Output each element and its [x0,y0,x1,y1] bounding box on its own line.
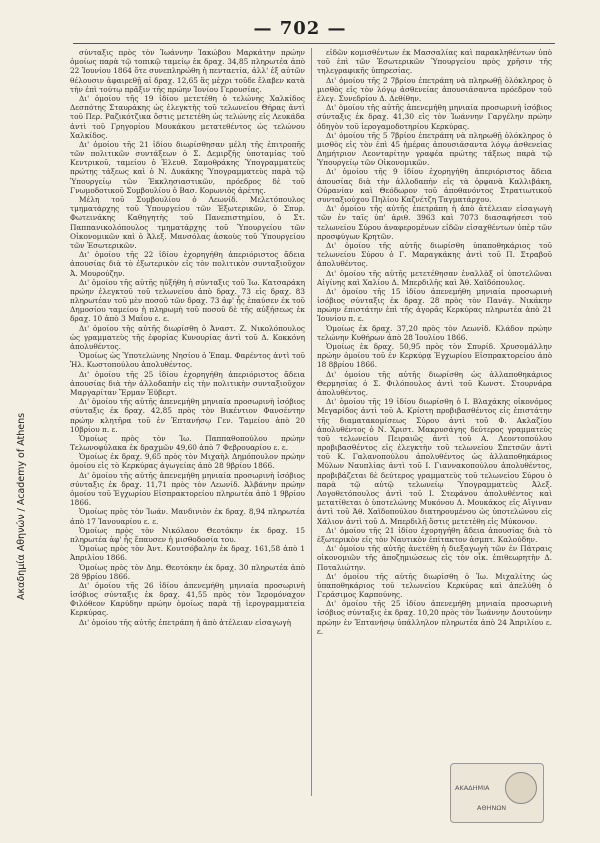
paragraph: Δι' ὁμοίου τῆς αὐτῆς μετετέθησαν ἐναλλὰξ οἱ ὑποτελῶναι Αἰγίνης καὶ Χαλίου Δ. Μπερδιλῆς καὶ Ἀθ. Χαϊδόπουλος. [317,268,552,287]
paragraph: Δι' ὁμοίου τῆς 2 7βρίου ἐπετράπη νὰ πληρωθῇ ὁλόκληρος ὁ μισθὸς εἰς τὸν λόγῳ ἀσθενείας ἀπουσιάσαντα πρόεδρον τοῦ ἐλεγ. Συνεδρίου Δ. Δεθίθην. [317,75,552,103]
paragraph: Ὁμοίως πρὸς τὸν Ἰωάν. Μανδινιὸν ἐκ δραχ. 8,94 πληρωτέα ἀπὸ 17 Ἰανουαρίου ε. ε. [70,507,305,526]
paragraph: Δι' ὁμοίου τῆς αὐτῆς ἐπετράπη ἡ ἀπὸ ἀτέλειαν εἰσαγωγὴ [79,617,291,627]
paragraph: Ὁμοίως ἐκ δραχ. 37,20 πρὸς τὸν Λεωνίδ. Κλάδον πρώην τελώνην Κυθήρων ἀπὸ 28 Ἰουλίου 1866. [317,323,552,342]
paragraph: Ὁμοίως ἐκ δραχ. 9,65 πρὸς τὸν Μιχαὴλ Δημόπουλον πρώην ὁμοίου εἰς τὸ Κερκύρας ἀγωγείας ἀπὸ 28 9βρίου 1866. [70,452,305,471]
paragraph: Δι' ὁμοίου τῆς αὐτῆς ηὐξήθη ἡ σύνταξις τοῦ Ἰω. Κατσαράκη πρώην ἐλεγκτοῦ τοῦ τελωνείου ἀπὸ δραχ. 73 εἰς δραχ. 83 πληρωτέαν τοῦ μὲν ποσοῦ τῶν δραχ. 73 ἀφ' ἧς ἐπαύσεν ἐκ τοῦ Δημοσίου ταμείου ἡ πληρωμὴ τοῦ ποσοῦ δὲ τῆς αὐξήσεως ἐκ δραχ. 10 ἀπὸ 3 Μαΐου ε. ε. [70,277,305,324]
paragraph: Δι' ὁμοίου τῆς 25 ἰδίου ἀπενεμήθη μηνιαία προσωρινὴ ἰσόβιος σύνταξις ἐκ δραχ. 10,20 πρὸς τὸν Ἰωάννην Δουτούνην πρώην ἐν Ἐπτανήσῳ ὑπάλληλον πληρωτέα ἀπὸ 24 Ἀπριλίου ε. ε. [317,599,552,636]
paragraph: Δι' ὁμοίου τῆς 19 ἰδίου μετετέθη ὁ τελώνης Χαλκίδος Δεσπότης Σταυράκης ὡς ἐλεγκτὴς τοῦ τελωνείου Θήρας ἀντὶ τοῦ Περ. Ραζικότζικα ὅστις μετετέθη ὡς τελώνης εἰς Λευκάδα ἀντὶ τοῦ Γρηγορίου Μουκάκου μετατεθέντος ὡς τελώνου Χαλκίδος. [70,93,305,140]
paragraph: Δι' ὁμοίου τῆς αὐτῆς ἀνετέθη ἡ διεξαγωγὴ τῶν ἐν Πάτραις οἰκονομιῶν τῆς ἀποζημιώσεως εἰς τὸν οἶκ. ἐπιθεωρητὴν Δ. Ποταλιώτην. [317,544,552,572]
paragraph: Δι' ὁμοίου τῆς αὐτῆς ἀπενεμήθη μηνιαία προσωρινὴ ἰσόβιος σύνταξις ἐκ δραχ. 11,71 πρὸς τὸν Λεωνίδ. Ἀλβάνην πρώην ὁμοίου τοῦ Ἐγχωρίου Εἰσπρακτορείου πληρωτέα ἀπὸ 1 9βρίου 1866. [70,470,305,508]
paragraph: Μέλη τοῦ Συμβουλίου ὁ Λεωνίδ. Μελετόπουλος τμηματάρχης τοῦ Ὑπουργείου τῶν Ἐξωτερικῶν, ὁ Σπυρ. Φωτεινάκης Καθηγητὴς τοῦ Πανεπιστημίου, ὁ Στ. Παππανικολόπουλος τμηματάρχης τοῦ Ὑπουργείου τῶν Οἰκονομικῶν καὶ ὁ Ἀλεξ. Μανσόλας ἀσκοὺς τοῦ Ὑπουργείου τῶν Ἐσωτερικῶν. [70,195,305,250]
paragraph: σύνταξις πρὸς τὸν Ἰωάννην Ἰακώβου Μαρκάτην πρώην ὁμοίως παρὰ τῷ τοπικῷ ταμείῳ ἐκ δραχ. 34,85 πληρωτέα ἀπὸ 22 Ἰουνίου 1864 ὅτε συνεπληρώθη ἡ πενταετία, ἀλλ' ἐξ αὐτῶν θέλουσιν ἀφαιρεθῇ αἱ δραχ. 12,65 ἃς μέχρι τοῦδε ἔλαβεν κατὰ τὴν ἐπὶ τούτῳ πρᾶξιν τῆς πρώην Ἰονίου Γερουσίας. [70,48,305,94]
paragraph: Δι' ὁμοίου τῆς 9 ἰδίου ἐχορηγήθη ἀπεριόριστος ἄδεια ἀπουσίας διὰ τὴν ἀλλοδαπὴν εἰς τὰ ὀρφανὰ Καλλιβάκη, Οὐρανίαν καὶ Θεόδωρον τοῦ ἀποθανόντος Στρατιωτικοῦ συνταξιούχου Πηλίου Καζνέτζη Ταγματάρχου. [317,167,552,204]
paragraph: Δι' ὁμοίου τῆς αὐτῆς διωρίσθη ὁ Ἀναστ. Ζ. Νικολόπουλος ὡς γραμματεὺς τῆς ἐφορίας Κυνουρίας ἀντὶ τοῦ Δ. Κοκκόνη ἀπολυθέντος. [70,323,305,351]
paragraph: Ὁμοίως ὡς Ὑποτελώνης Νησίου ὁ Ἐπαμ. Φαρέντος ἀντὶ τοῦ Ἠλ. Κωστοπούλου ἀπολυθέντος. [70,351,305,370]
archive-side-label [2,40,27,600]
paragraph: Δι' ὁμοίου τῆς αὐτῆς ἀπενεμήθη μηνιαία προσωρινὴ ἰσόβιος σύνταξις ἐκ δραχ. 41,30 εἰς τὸν Ἰωάννην Γαργέλην πρώην ὁδηγὸν τοῦ ἱερογαμοδοτηρίου Κερκύρας. [317,103,552,131]
stamp-text-line2: ΑΘΗΝΩΝ [477,804,507,812]
paragraph: Δι' ὁμοίου τῆς αὐτῆς διωρίσθη ὁ Ἰω. Μιχαλίτης ὡς ὑπαποθηκάριος τοῦ τελωνείου Κερκύρας καὶ ἀπελύθη ὁ Γεράσιμος Καρπούνης. [317,571,552,600]
paragraph: Ὁμοίως πρὸς τὸν Νικόλαον Θεοτόκην ἐκ δραχ. 15 πληρωτέα ἀφ' ἧς ἔπαυσεν ἡ μισθοδοσία του. [70,525,305,544]
right-column [317,48,552,636]
archive-label-text: Ακαδημία Αθηνών / Academy of Athens [16,412,27,600]
athena-emblem-icon [505,772,537,804]
paragraph: Δι' ὁμοίου τῆς 5 7βρίου ἐπετράπη νὰ πληρωθῇ ὁλόκληρος ὁ μισθὸς εἰς τὸν ἐπὶ 45 ἡμέρας ἀπουσιάσαντα λόγῳ ἀσθενείας Δημήτριον Λεονταρίτην γραφέα πρώτης τάξεως παρὰ τῷ Ὑπουργείῳ τῶν Οἰκονομικῶν. [317,130,552,168]
paragraph: Δι' ὁμοίου τῆς 21 ἰδίου ἐχορηγήθη ἄδεια ἀπουσίας διὰ τὸ ἐξωτερικὸν εἰς τὸν Ναυτικὸν ἐπίτακτον ἀσμπτ. Καλούδην. [317,525,552,544]
paragraph: Δι' ὁμοίου τῆς αὐτῆς ἐπετράπη ἡ ἀπὸ ἀτέλειαν εἰσαγωγὴ τῶν ἐν ταῖς ὑπ' ἀριθ. 3963 καὶ 7073 διασαφήσεσι τοῦ τελωνείου Σύρου ἀναφερομένων εἰδῶν εἰσαχθέντων ὑπὲρ τῶν προσφύγων Κρητῶν. [317,204,552,241]
paragraph: Δι' ὁμοίου τῆς αὐτῆς ἀπενεμήθη μηνιαία προσωρινὴ ἰσόβιος σύνταξις ἐκ δραχ. 42,85 πρὸς τὸν Βικέντιον Φανσέντην πρώην κλητῆρα τοῦ ἐν Ἐπτανήσῳ Γεν. Ταμείου ἀπὸ 20 10βρίου π. ε. [70,397,305,434]
paragraph: εἰδῶν κομισθέντων ἐκ Μασσαλίας καὶ παρακληθέντων ὑπὸ τοῦ ἐπὶ τῶν Ἐσωτερικῶν Ὑπουργείου πρὸς χρῆσιν τῆς τηλεγραφικῆς ὑπηρεσίας. [317,48,552,76]
left-column [70,48,305,627]
column-divider [311,48,312,796]
paragraph: Δι' ὁμοίου τῆς αὐτῆς διωρίσθη ὑπαποθηκάριος τοῦ τελωνείου Σύρου ὁ Γ. Μαραγκάκης ἀντὶ τοῦ Π. Στραβοῦ ἀπολυθέντος. [317,240,552,269]
paragraph: Δι' ὁμοίου τῆς 22 ἰδίου ἐχορηγήθη ἀπεριόριστος ἄδεια ἀπουσίας διὰ τὸ ἐξωτερικὸν εἰς τὸν πολιτικὸν συνταξιοῦχον Ἀ. Μουρούζην. [70,250,305,278]
paragraph: Ὁμοίως πρὸς τὸν Ἀντ. Κουτσόβαλην ἐκ δραχ. 161,58 ἀπὸ 1 Ἀπριλίου 1866. [70,544,305,563]
paragraph: Ὁμοίως πρὸς τὸν Δημ. Θεοτόκην ἐκ δραχ. 30 πληρωτέα ἀπὸ 28 9βρίου 1866. [70,562,305,581]
header-rule [73,43,555,44]
paragraph: Δι' ὁμοίου τῆς 25 ἰδίου ἐχορηγήθη ἀπεριόριστος ἄδεια ἀπουσίας διὰ τὴν ἀλλοδαπὴν εἰς τὴν πολιτικὴν συνταξιοῦχον Μαργαρίταν Ἔρμαν Ἐϋβερτ. [70,369,305,397]
academy-stamp [450,763,544,823]
paragraph: Δι' ὁμοίου τῆς 26 ἰδίου ἀπενεμήθη μηνιαία προσωρινὴ ἰσόβιος σύνταξις ἐκ δραχ. 41,55 πρὸς τὸν Ἱερομόναχον Φιλόθεον Καρύδην πρώην ὁμοίως παρὰ τῇ ἱερογραμματεία Κερκύρας. [70,580,305,618]
paragraph: Δι' ὁμοίου τῆς 19 ἰδίου διωρίσθη ὁ Ι. Βλαχάκης οἰκονόμος Μεγαρίδος ἀντὶ τοῦ Α. Κρίστη προβιβασθέντος εἰς ἐπιστάτην τῆς διαματακομίσεως Σύρου ἀντὶ τοῦ Φ. Ακλαζίου ἀπολυθέντος ὁ Ν. Χριστ. Μακρυσάγης δεύτερος γραμματεὺς τοῦ τελωνείου Πειραιῶς ἀντὶ τοῦ Α. Λεοντοπούλου προβιβασθέντος εἰς ἐλεγκτὴν τοῦ τελωνείου Σπετσῶν ἀντὶ τοῦ Κ. Γαλανοπούλου ἀπολυθέντος ὡς ἀλλαποθηκάριος Μύλων Ναυπλίας ἀντὶ τοῦ Ι. Γιαννακοπούλου ἀπολυθέντος, προβιβάζεται δὲ δεύτερος γραμματεὺς τοῦ τελωνείου Σύρου ὁ παρὰ τῷ αὐτῷ τελωνείῳ Ὑπογραμματεὺς Ἀλεξ. Λογοθετόπουλος ἀντὶ τοῦ Ι. Στεφάνου ἀπολυθέντος καὶ μετατίθεται ὁ ὑποτελώνης Μυκόνου Δ. Μουκάκος εἰς Αἴγιναν ἀντὶ τοῦ Ἀθ. Χαϊδοπούλου διατηρουμένου ὡς ὑποτελώνου εἰς Χάλιον ἀντὶ τοῦ Δ. Μπερδιλῆ ὅστις μετετέθη εἰς Μύκονον. [317,397,552,526]
paragraph: Δι' ὁμοίου τῆς 21 ἰδίου διωρίσθησαν μέλη τῆς ἐπιτροπῆς τῶν πολιτικῶν συντάξεων ὁ Σ. Δεμιρζῆς ὑποταμίας τοῦ Κεντρικοῦ, ταμείου ὁ Ἐλευθ. Σαμοθράκης Ὑπογραμματεὺς πρώτης τάξεως καὶ ὁ Ν. Δυκάκης Ὑπογραμματεὺς παρὰ τῷ Ὑπουργείῳ τῶν Ἐκκλησιαστικῶν, πρόεδρος δὲ τοῦ Γνωμοδοτικοῦ Συμβουλίου ὁ Βασ. Κορωνιὸς ἀρέτης. [70,139,305,195]
paragraph: Δι' ὁμοίου τῆς 15 ἰδίου ἀπενεμήθη μηνιαία προσωρινὴ ἰσόβιος σύνταξις ἐκ δραχ. 28 πρὸς τὸν Πανάγ. Νικάκην πρώην ἐπιστάτην ἐπὶ τῆς ἀγορᾶς Κερκύρας πληρωτέα ἀπὸ 21 Ἰουνίου π. ε. [317,286,552,324]
stamp-text-line1: ΑΚΑΔΗΜΙΑ [455,784,490,792]
paragraph: Δι' ὁμοίου τῆς αὐτῆς διωρίσθη ὡς ἀλλαποθηκάριος Θερμησίας ὁ Σ. Φιλόπουλος ἀντὶ τοῦ Κωνστ. Στουρνάρα ἀπολυθέντος. [317,369,552,397]
paragraph: Ὁμοίως ἐκ δραχ. 50,95 πρὸς τὸν Σπυρίδ. Χρυσομάλλην πρώην ὁμοίου τοῦ ἐν Κερκύρᾳ Ἐγχωρίου Εἰσπρακτορείου ἀπὸ 18 8βρίου 1866. [317,342,552,370]
paragraph: Ὁμοίως πρὸς τὸν Ἰω. Παππαθοπούλου πρώην Τελωνοφύλακα ἐκ δραχμῶν 49,60 ἀπὸ 7 Φεβρουαρίου ε. ε. [70,433,305,453]
page-number: — 702 — [253,18,347,39]
